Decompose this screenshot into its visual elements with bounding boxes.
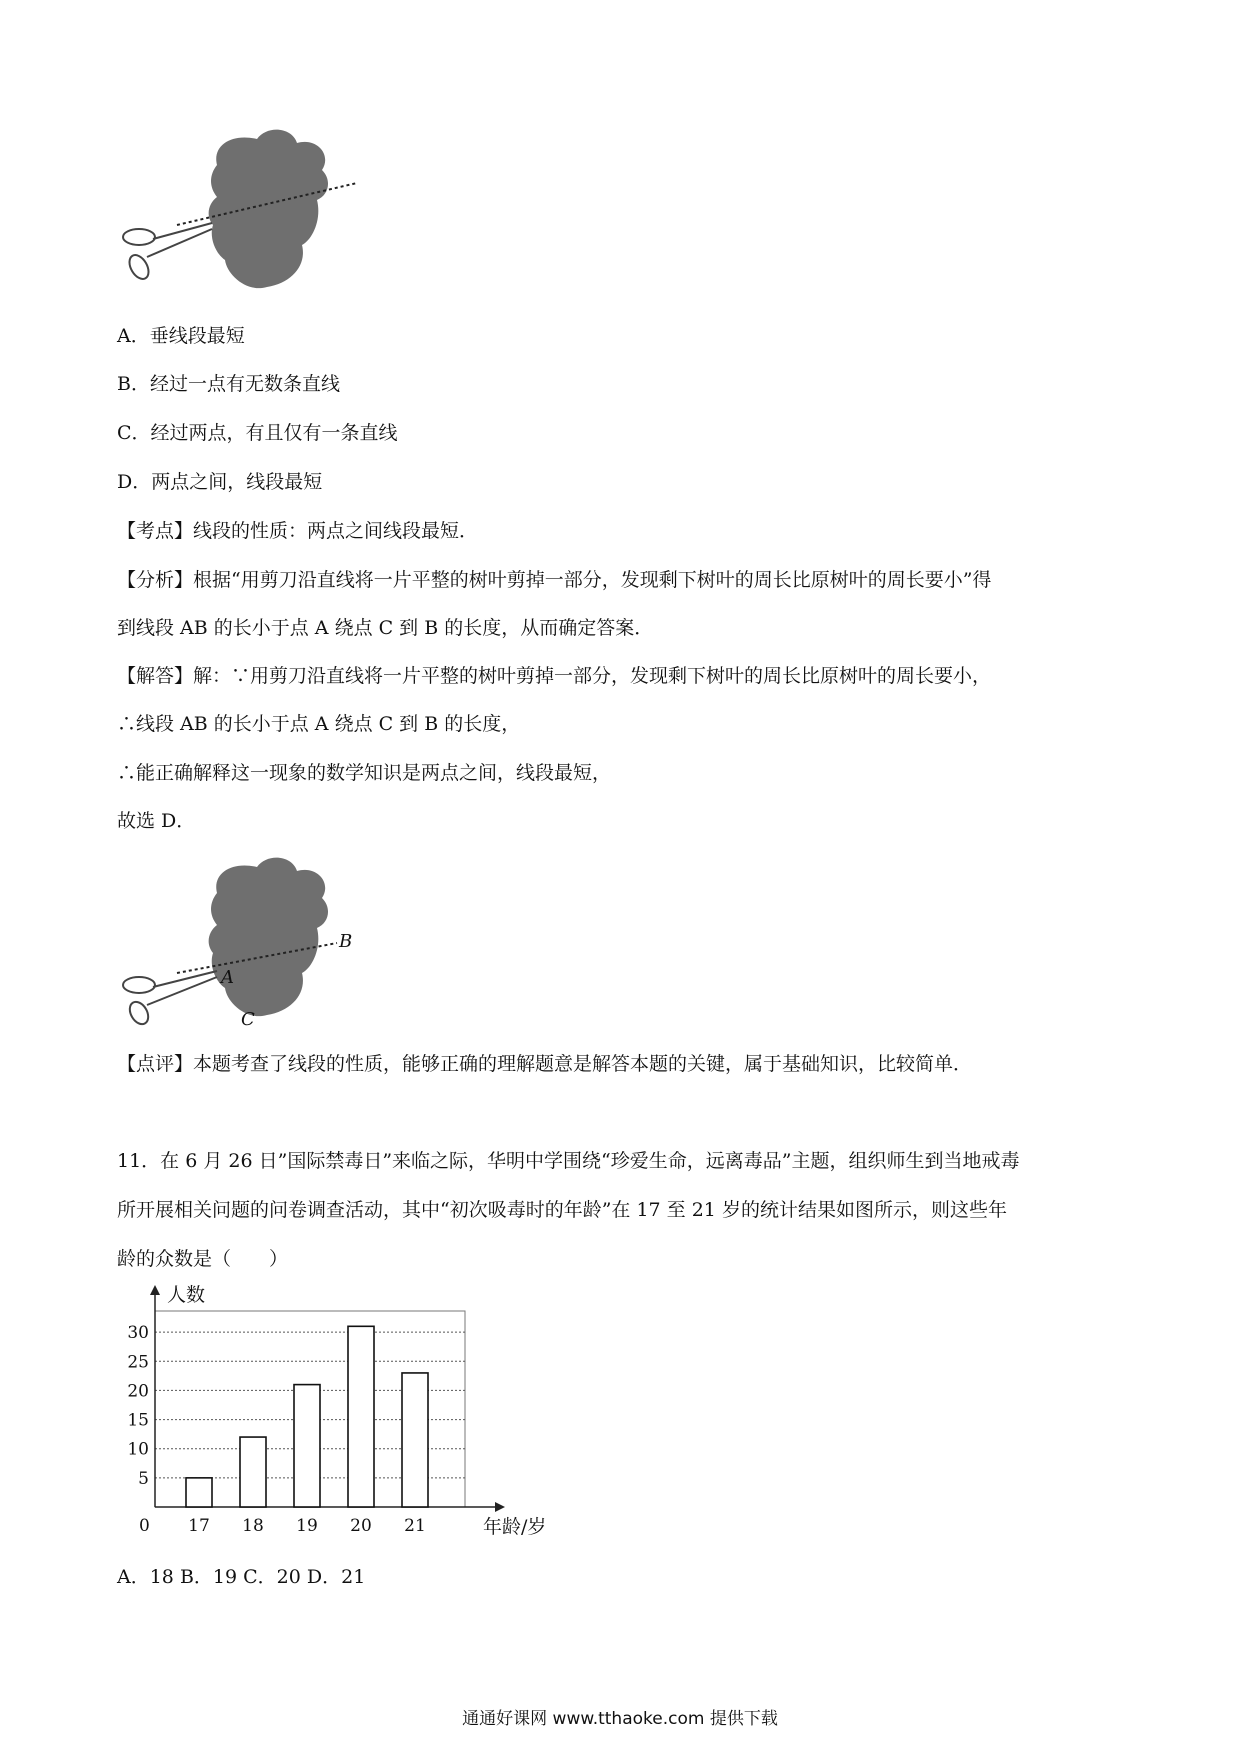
jieda-line-1: 【解答】解：∵用剪刀沿直线将一片平整的树叶剪掉一部分，发现剩下树叶的周长比原树叶的周长要小， (117, 665, 992, 687)
x-axis-label: 年龄/岁 (483, 1516, 547, 1538)
y-tick-label: 30 (127, 1323, 149, 1344)
x-tick-label: 18 (242, 1516, 264, 1536)
point-label-c: C (241, 1009, 255, 1030)
origin-label: 0 (139, 1516, 150, 1536)
scissors-icon (123, 223, 212, 282)
bar-20 (348, 1326, 374, 1507)
jieda-line-2: ∴线段 AB 的长小于点 A 绕点 C 到 B 的长度， (117, 713, 521, 735)
leaf-labeled-figure (117, 853, 362, 1031)
x-tick-label: 19 (296, 1516, 318, 1536)
q11-line-3: 龄的众数是（ ） (117, 1248, 289, 1270)
leaf-shape-2 (209, 858, 328, 1017)
fenxi-line-2: 到线段 AB 的长小于点 A 绕点 C 到 B 的长度，从而确定答案． (117, 617, 654, 639)
y-tick-label: 15 (127, 1410, 149, 1431)
y-tick-label: 10 (127, 1439, 149, 1460)
x-tick-label: 17 (188, 1516, 210, 1536)
fenxi-line-1: 【分析】根据“用剪刀沿直线将一片平整的树叶剪掉一部分，发现剩下树叶的周长比原树叶的周长要小”得 (117, 569, 992, 591)
bar-19 (294, 1385, 320, 1507)
bar-21 (402, 1373, 428, 1507)
y-axis-label: 人数 (167, 1284, 206, 1306)
leaf-shape (209, 130, 328, 289)
y-tick-label: 25 (127, 1352, 149, 1373)
option-c: C．经过两点，有且仅有一条直线 (117, 422, 398, 444)
age-bar-chart (117, 1284, 547, 1545)
option-d: D．两点之间，线段最短 (117, 471, 323, 493)
x-tick-label: 21 (404, 1516, 426, 1536)
kaodian-text: 【考点】线段的性质：两点之间线段最短． (117, 520, 479, 542)
point-label-b: B (339, 931, 353, 952)
y-tick-label: 5 (138, 1468, 149, 1489)
q11-line-1: 11．在 6 月 26 日”国际禁毒日”来临之际，华明中学围绕“珍爱生命，远离毒品”主题，组织师生到当地戒毒 (117, 1150, 1020, 1172)
y-tick-label: 20 (127, 1381, 149, 1402)
jieda-line-3: ∴能正确解释这一现象的数学知识是两点之间，线段最短， (117, 762, 612, 784)
bar-17 (186, 1478, 212, 1507)
y-axis-arrow (150, 1285, 160, 1295)
jieda-line-4: 故选 D． (117, 810, 196, 832)
x-axis-arrow (495, 1502, 505, 1512)
option-a: A．垂线段最短 (117, 325, 245, 347)
scissors-icon (123, 971, 217, 1027)
point-label-a: A (221, 967, 234, 988)
dianping-text: 【点评】本题考查了线段的性质，能够正确的理解题意是解答本题的关键，属于基础知识，比较简单． (117, 1053, 973, 1075)
x-tick-label: 20 (350, 1516, 372, 1536)
option-b: B．经过一点有无数条直线 (117, 373, 340, 395)
leaf-scissors-figure (117, 125, 362, 300)
q11-options: A．18 B．19 C．20 D．21 (117, 1566, 366, 1588)
footer-text: 通通好课网 www.tthaoke.com 提供下载 (462, 1709, 778, 1729)
q11-line-2: 所开展相关问题的问卷调查活动，其中“初次吸毒时的年龄”在 17 至 21 岁的统计结果如图所示，则这些年 (117, 1199, 1007, 1221)
bar-18 (240, 1437, 266, 1507)
